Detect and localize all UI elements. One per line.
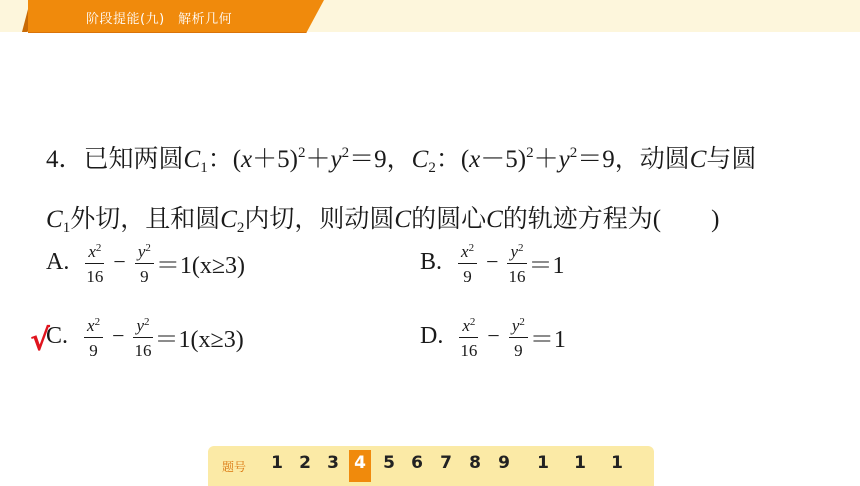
option-rest: ＝1: [529, 326, 566, 353]
math-sup: 2: [468, 241, 475, 254]
nav-label: 题号: [222, 460, 247, 474]
math-sub: 2: [428, 160, 436, 176]
question-nav: [208, 446, 654, 486]
question-segment: 已知两圆: [83, 146, 184, 173]
math-var: y: [136, 315, 145, 335]
nav-item-5[interactable]: 5: [383, 453, 395, 473]
math-var: C: [411, 146, 429, 173]
fraction: [84, 313, 103, 360]
check-icon: √: [30, 323, 51, 358]
fraction-numerator: [135, 239, 154, 264]
nav-item-6[interactable]: 6: [411, 453, 423, 473]
question-segment: 外切，且和圆: [70, 206, 221, 233]
math-sup: 2: [144, 315, 150, 328]
math-var: y: [510, 241, 519, 261]
math-var: C: [486, 206, 503, 233]
option-b[interactable]: [420, 234, 565, 290]
question-segment: 与圆: [706, 146, 757, 173]
fraction-numerator: [133, 313, 152, 338]
fraction-denominator: 9: [514, 340, 523, 360]
nav-item-2[interactable]: 2: [299, 453, 311, 473]
nav-item-3[interactable]: 3: [327, 453, 339, 473]
option-c[interactable]: [46, 308, 244, 364]
question-segment: ：(: [435, 146, 470, 173]
math-sup: 2: [145, 241, 151, 254]
minus-sign: −: [113, 249, 126, 274]
nav-item-12[interactable]: 1: [611, 453, 623, 473]
question-segment: －5): [480, 146, 527, 173]
fraction-numerator: [85, 239, 104, 264]
option-letter: D.: [420, 322, 444, 349]
fraction-numerator: [509, 313, 528, 338]
question-segment: ＝9，动圆: [577, 146, 690, 173]
option-d[interactable]: [420, 308, 566, 364]
question-segment: ＋5): [252, 146, 298, 173]
math-sup: 2: [519, 315, 525, 328]
fraction: [133, 313, 152, 360]
math-var: x: [462, 315, 470, 335]
fraction: [509, 313, 528, 360]
fraction: [459, 313, 478, 360]
math-sup: 2: [526, 145, 534, 161]
fraction-denominator: 16: [86, 266, 104, 286]
nav-item-11[interactable]: 1: [574, 453, 586, 473]
nav-item-7[interactable]: 7: [440, 453, 452, 473]
math-var: x: [241, 146, 253, 173]
question-segment: 的圆心: [411, 206, 487, 233]
math-sub: 2: [236, 220, 245, 236]
nav-item-8[interactable]: 8: [469, 453, 481, 473]
nav-item-10[interactable]: 1: [537, 453, 549, 473]
math-sub: 1: [62, 220, 71, 236]
fraction-numerator: [458, 239, 477, 264]
fraction-denominator: 16: [508, 266, 526, 286]
nav-item-1[interactable]: 1: [271, 453, 283, 473]
fraction-numerator: [507, 239, 526, 264]
option-rest: ＝1: [528, 252, 565, 279]
math-var: y: [137, 241, 146, 261]
math-var: C: [394, 206, 412, 233]
math-var: C: [46, 206, 63, 233]
question-segment: ＋: [305, 146, 331, 173]
minus-sign: −: [486, 249, 499, 274]
question-segment: 的轨迹方程为( ): [502, 206, 720, 233]
math-sup: 2: [95, 241, 102, 254]
option-a[interactable]: [46, 234, 245, 290]
question-number: 4．: [46, 146, 84, 173]
fraction-denominator: 9: [463, 266, 472, 286]
question-segment: ＝9，: [349, 146, 412, 173]
fraction-denominator: 9: [89, 340, 98, 360]
nav-item-9[interactable]: 9: [498, 453, 510, 473]
option-letter: B.: [420, 248, 443, 275]
header-title: 阶段提能(九) 解析几何: [86, 12, 233, 27]
fraction-numerator: [459, 313, 478, 338]
math-sup: 2: [297, 145, 306, 161]
fraction-denominator: 16: [134, 340, 152, 360]
fraction: [135, 239, 154, 286]
math-var: C: [220, 206, 237, 233]
math-var: C: [183, 146, 201, 173]
math-var: y: [558, 146, 570, 173]
math-var: y: [511, 315, 520, 335]
minus-sign: −: [487, 323, 500, 348]
fraction: [507, 239, 526, 286]
nav-item-4[interactable]: 4: [349, 450, 371, 482]
math-sup: 2: [518, 241, 524, 254]
math-var: x: [88, 241, 96, 261]
math-var: y: [330, 146, 342, 173]
math-sup: 2: [569, 145, 578, 161]
math-sub: 1: [200, 160, 208, 176]
math-sup: 2: [341, 145, 350, 161]
fraction-denominator: 16: [460, 340, 478, 360]
math-sup: 2: [94, 315, 101, 328]
option-letter: A.: [46, 248, 70, 275]
fraction: [458, 239, 477, 286]
fraction-denominator: 9: [140, 266, 149, 286]
math-var: x: [469, 146, 481, 173]
math-var: x: [461, 241, 469, 261]
option-letter: C.: [46, 322, 69, 349]
option-rest: ＝1(x≥3): [154, 326, 244, 353]
minus-sign: −: [112, 323, 125, 348]
question-segment: ＋: [533, 146, 559, 173]
math-var: C: [689, 146, 707, 173]
question-segment: 内切，则动圆: [244, 206, 395, 233]
fraction: [85, 239, 104, 286]
fraction-numerator: [84, 313, 103, 338]
math-var: x: [87, 315, 95, 335]
option-rest: ＝1(x≥3): [155, 252, 246, 279]
question-segment: ：(: [207, 146, 242, 173]
math-sup: 2: [469, 315, 476, 328]
